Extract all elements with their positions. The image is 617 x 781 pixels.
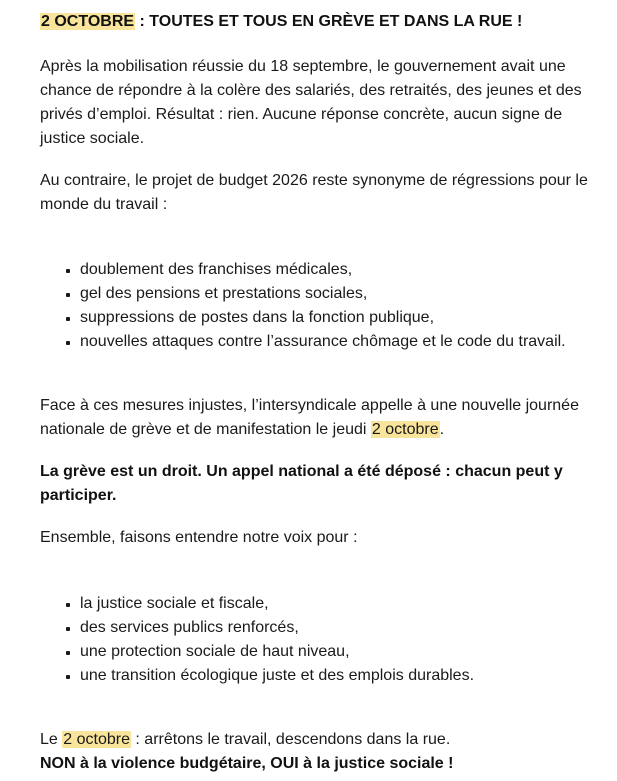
- closing-text-end: : arrêtons le travail, descendons dans la rue.: [130, 731, 451, 748]
- list-item: [66, 616, 597, 640]
- list-item: [66, 282, 597, 306]
- list-item: [66, 306, 597, 330]
- list-item: [66, 592, 597, 616]
- list-item-text: des services publics renforcés,: [80, 619, 299, 636]
- demands-list: [40, 592, 597, 688]
- bullet-icon: [66, 293, 70, 297]
- list-item-text: une transition écologique juste et des emplois durables.: [80, 667, 475, 684]
- highlight-date: 2 octobre: [63, 731, 130, 748]
- measures-list: [40, 258, 597, 354]
- paragraph-strike-right: La grève est un droit. Un appel national a été déposé : chacun peut y participer.: [40, 463, 563, 504]
- paragraph-together: Ensemble, faisons entendre notre voix pour :: [40, 529, 358, 546]
- list-item-text: gel des pensions et prestations sociales,: [80, 285, 368, 302]
- list-item: [66, 330, 597, 354]
- list-item: [66, 258, 597, 282]
- bullet-icon: [66, 317, 70, 321]
- highlight-date: 2 octobre: [371, 421, 439, 438]
- list-item: [66, 640, 597, 664]
- closing-text: Le: [40, 731, 63, 748]
- bullet-icon: [66, 341, 70, 345]
- list-item-text: suppressions de postes dans la fonction publique,: [80, 309, 435, 326]
- bullet-icon: [66, 675, 70, 679]
- call-text: Face à ces mesures injustes, l’intersyndicale appelle à une nouvelle journée nationale de grève et de manifestation le jeudi: [40, 397, 579, 438]
- bullet-icon: [66, 269, 70, 273]
- paragraph-budget: Au contraire, le projet de budget 2026 reste synonyme de régressions pour le monde du travail :: [40, 172, 588, 213]
- bullet-icon: [66, 603, 70, 607]
- list-item-text: une protection sociale de haut niveau,: [80, 643, 350, 660]
- bullet-icon: [66, 651, 70, 655]
- page-title: [40, 10, 597, 34]
- paragraph-call: [40, 394, 597, 442]
- bullet-icon: [66, 627, 70, 631]
- list-item-text: doublement des franchises médicales,: [80, 261, 353, 278]
- closing-slogan: NON à la violence budgétaire, OUI à la justice sociale !: [40, 755, 454, 772]
- list-item: [66, 664, 597, 688]
- list-item-text: la justice sociale et fiscale,: [80, 595, 269, 612]
- list-item-text: nouvelles attaques contre l’assurance chômage et le code du travail.: [80, 333, 566, 350]
- title-text: : TOUTES ET TOUS EN GRÈVE ET DANS LA RUE !: [135, 13, 523, 30]
- closing-line: [40, 728, 597, 752]
- call-text-end: .: [439, 421, 445, 438]
- title-highlight-date: 2 OCTOBRE: [41, 13, 135, 30]
- paragraph-intro: Après la mobilisation réussie du 18 septembre, le gouvernement avait une chance de répondre à la colère des salariés, des retraités, des jeunes et des privés d’emploi. Résultat : rien. Aucune réponse concrète, aucun signe de justice sociale.: [40, 58, 582, 147]
